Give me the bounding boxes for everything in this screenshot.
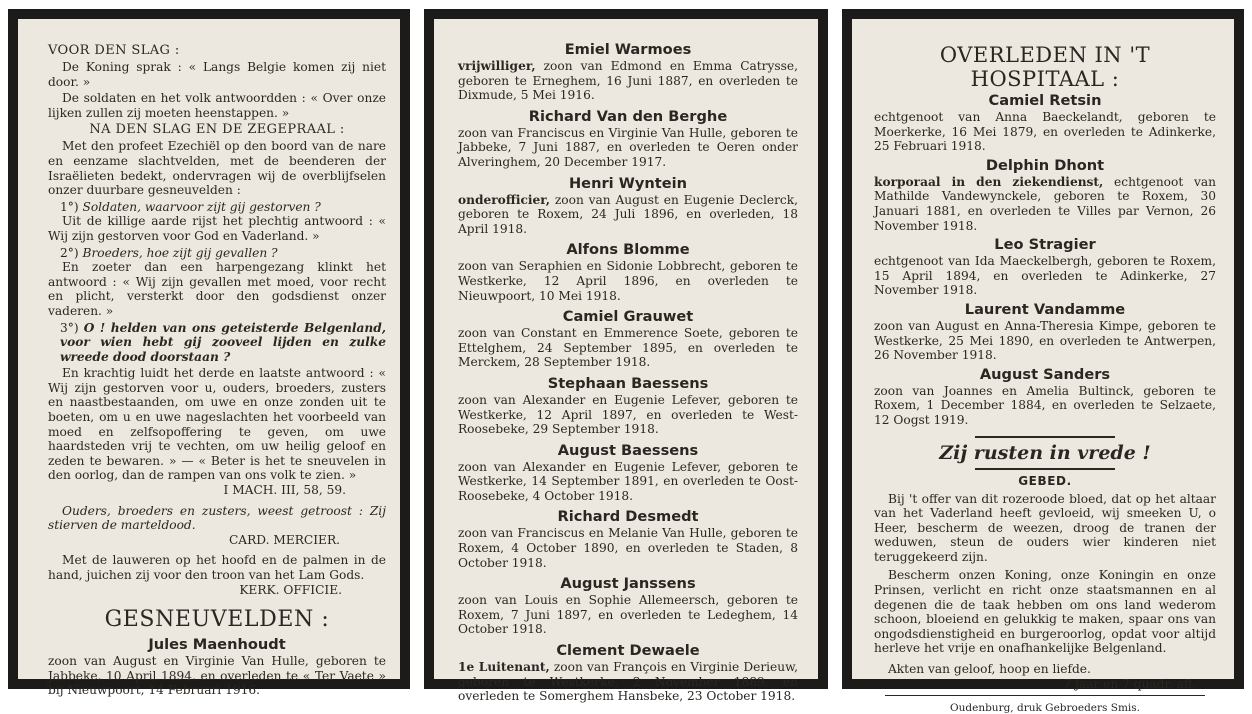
soldier-name: Jules Maenhoudt <box>148 636 286 654</box>
question-3-text: O ! helden van ons geteisterde Belgenland, voor wien hebt gij zooveel lijden en zulke wreede dood doorstaan ? <box>60 320 387 364</box>
soldier-text: echtgenoot van Ida Maeckelbergh, geboren te Roxem, 15 April 1894, en overleden te Adinkerke, 27 November 1918. <box>874 254 1216 298</box>
answer-3-reference: I MACH. III, 58, 59. <box>223 483 346 498</box>
answer-2: En zoeter dan een harpengezang klinkt het antwoord : « Wij zijn gevallen met moed, voor recht en plicht, versterkt door den godsdienst onzer vaderen. » <box>48 260 386 318</box>
soldier-rank: onderofficier, <box>458 192 551 207</box>
soldier-details <box>874 254 1216 298</box>
soldier-name: August Janssens <box>560 575 696 593</box>
soldier-text: zoon van Franciscus en Melanie Van Hulle, geboren te Roxem, 4 October 1890, en overleden te Staden, 8 October 1918. <box>458 526 798 570</box>
soldier-text: zoon van Constant en Emmerence Soete, geboren te Ettelghem, 24 September 1895, en overleden te Merckem, 28 September 1918. <box>458 326 798 370</box>
memorial-card-middle <box>424 9 828 704</box>
signature-church: KERK. OFFICIE. <box>239 582 342 597</box>
soldier-name: Henri Wyntein <box>568 174 688 192</box>
soldier-text: zoon van August en Eugenie Declerck, geboren te Roxem, 24 Juli 1896, en overleden, 18 April 1918. <box>458 192 798 236</box>
question-2-text: Broeders, hoe zijt gij gevallen ? <box>82 245 278 260</box>
soldier-name: Clement Dewaele <box>556 642 700 660</box>
soldier-text: zoon van Edmond en Emma Catrysse, geboren te Erneghem, 16 Juni 1887, en overleden te Dixmude, 5 Mei 1916. <box>458 59 798 103</box>
rest-in-peace: Zij rusten in vrede ! <box>939 441 1151 464</box>
printer-line: Oudenburg, druk Gebroeders Smis. <box>950 702 1140 714</box>
soldier-text: zoon van Seraphien en Sidonie Lobbrecht, geboren te Westkerke, 12 April 1896, en overleden te Nieuwpoort, 10 Mei 1918. <box>458 259 798 303</box>
soldier-name: Richard Van den Berghe <box>528 107 728 125</box>
prayer-heading: GEBED. <box>1018 473 1072 488</box>
soldier-name: Camiel Grauwet <box>562 308 694 326</box>
soldier-text: zoon van Franciscus en Virginie Van Hulle, geboren te Jabbeke, 7 Juni 1887, en overleden te Oeren onder Alveringhem, 20 December 1917. <box>458 125 798 169</box>
card-left-paper <box>18 19 400 698</box>
divider-rule <box>975 468 1115 470</box>
soldier-name: Emiel Warmoes <box>564 41 692 58</box>
soldier-details <box>458 393 798 437</box>
soldier-text: echtgenoot van Mathilde Vandewynckele, geboren te Roxem, 30 Januari 1881, en overleden te Villes par Vernon, 26 November 1918. <box>874 174 1216 233</box>
soldier-details <box>874 319 1216 363</box>
question-1-number: 1°) <box>60 199 79 214</box>
soldier-name: August Baessens <box>557 441 699 459</box>
question-3 <box>48 321 386 365</box>
acts-of-faith: Akten van geloof, hoop en liefde. <box>888 662 1091 677</box>
soldier-details <box>458 660 798 704</box>
soldier-text: zoon van Louis en Sophie Allemeersch, geboren te Roxem, 7 Juni 1897, en overleden te Ledeghem, 14 October 1918. <box>458 593 798 637</box>
heading-after-battle: NA DEN SLAG EN DE ZEGEPRAAL : <box>89 122 345 138</box>
soldier-details <box>874 384 1216 428</box>
memorial-card-right <box>842 9 1244 714</box>
soldier-name: August Sanders <box>979 365 1111 383</box>
paragraph-king: De Koning sprak : « Langs Belgie komen zij niet door. » <box>48 60 386 89</box>
soldier-details <box>458 59 798 103</box>
prayer-paragraph-2: Bescherm onzen Koning, onze Koningin en onze Prinsen, verlicht en richt onze staatsmannen en al degenen die de taak hebben om ons land wederom schoon, bloeiend en gelukkig te maken, spaar ons van ongodsdienstigheid en burgeroorlog, opdat voor altijd herleve het vrije en onafhankelijke Belgenland. <box>874 568 1216 656</box>
soldier-name: Camiel Retsin <box>988 92 1102 109</box>
soldier-details <box>458 526 798 570</box>
question-1 <box>48 200 386 215</box>
soldier-details <box>874 110 1216 154</box>
soldier-details <box>458 326 798 370</box>
paragraph-ezechiel: Met den profeet Ezechiël op den boord van de nare en eenzame slachtvelden, met de beenderen der Israëlieten bedekt, ondervragen wij de overblijfselen onzer duurbare gesneuvelden : <box>48 139 386 198</box>
soldier-details <box>458 259 798 303</box>
soldier-name: Delphin Dhont <box>985 156 1105 174</box>
prayer-paragraph-1: Bij 't offer van dit rozeroode bloed, dat op het altaar van het Vaderland heeft gevloeid, wij smeeken U, o Heer, bescherm de weezen, droog de tranen der weduwen, steun de ouders wier kinderen niet teruggekeerd zijn. <box>874 491 1216 564</box>
soldier-text: zoon van Joannes en Amelia Bultinck, geboren te Roxem, 1 December 1884, en overleden te Selzaete, 12 Oogst 1919. <box>874 383 1216 427</box>
soldier-text: zoon van August en Anna-Theresia Kimpe, geboren te Westkerke, 25 Mei 1890, en overleden te Antwerpen, 26 November 1918. <box>874 318 1216 363</box>
indulgence: 7 jaar en 7 quadr. afl. <box>1063 676 1196 691</box>
soldier-details <box>458 193 798 237</box>
soldier-rank: vrijwilliger, <box>458 59 536 73</box>
answer-3: En krachtig luidt het derde en laatste antwoord : « Wij zijn gestorven voor u, ouders, broeders, zusters en naastbestaanden, om uwe en onze zonden uit te boeten, om u en uwe nageslachten het voorbeeld van moed en zelfsopoffering te geven, om uwe haardsteden vrij te vechten, om uw heilig geloof en zeden te bewaren. » — « Beter is het te sneuvelen in den oorlog, dan de rampen van ons volk te zien. » <box>48 366 386 483</box>
soldier-text: zoon van François en Virginie Derieuw, geboren te Westkerke, 2 November 1889, en overleden te Somerghem Hansbeke, 23 October 1918. <box>458 660 798 704</box>
paragraph-laurels: Met de lauweren op het hoofd en de palmen in de hand, juichen zij voor den troon van het Lam Gods. <box>48 553 386 582</box>
answer-1: Uit de killige aarde rijst het plechtig antwoord : « Wij zijn gestorven voor God en Vaderland. » <box>48 214 386 243</box>
soldier-details: zoon van August en Virginie Van Hulle, geboren te Jabbeke, 10 April 1894, en overleden te « Ter Vaete » bij Nieuwpoort, 14 Februari 1916. <box>48 654 386 698</box>
paragraph-parents: Ouders, broeders en zusters, weest getroost : Zij stierven de marteldood. <box>48 503 386 533</box>
card-middle-paper <box>434 19 818 704</box>
soldier-rank: korporaal in den ziekendienst, <box>874 174 1104 189</box>
signature-mercier: CARD. MERCIER. <box>228 532 340 547</box>
soldier-details <box>874 175 1216 233</box>
divider-rule <box>975 436 1115 438</box>
soldier-text: zoon van Alexander en Eugenie Lefever, geboren te Westkerke, 12 April 1897, en overleden te West-Roosebeke, 29 September 1918. <box>458 392 798 437</box>
soldier-text: zoon van Alexander en Eugenie Lefever, geboren te Westkerke, 14 September 1891, en overleden te Oost-Roosebeke, 4 October 1918. <box>458 459 798 503</box>
soldier-details <box>458 126 798 170</box>
soldier-text: echtgenoot van Anna Baeckelandt, geboren te Moerkerke, 16 Mei 1879, en overleden te Adinkerke, 25 Februari 1918. <box>874 110 1216 154</box>
hospital-heading: OVERLEDEN IN 'T HOSPITAAL : <box>939 43 1151 91</box>
soldier-name: Leo Stragier <box>994 236 1096 254</box>
soldier-name: Laurent Vandamme <box>964 300 1126 318</box>
soldier-name: Stephaan Baessens <box>547 374 709 392</box>
soldier-name: Richard Desmedt <box>557 508 699 526</box>
card-right-paper <box>852 19 1234 714</box>
printer-divider <box>885 695 1205 696</box>
question-2 <box>48 246 386 261</box>
soldier-details <box>458 593 798 637</box>
gesneuvelden-heading: GESNEUVELDEN : <box>104 607 330 633</box>
soldier-name: Alfons Blomme <box>566 241 690 259</box>
question-2-number: 2°) <box>60 245 79 260</box>
heading-before-battle: VOOR DEN SLAG : <box>48 43 180 58</box>
paragraph-soldiers: De soldaten en het volk antwoordden : « Over onze lijken zullen zij moeten heenstappen. » <box>48 91 386 120</box>
question-1-text: Soldaten, waarvoor zijt gij gestorven ? <box>82 199 321 214</box>
memorial-card-left <box>8 9 410 698</box>
soldier-rank: 1e Luitenant, <box>458 660 550 675</box>
question-3-number: 3°) <box>60 320 79 335</box>
soldier-details <box>458 460 798 504</box>
